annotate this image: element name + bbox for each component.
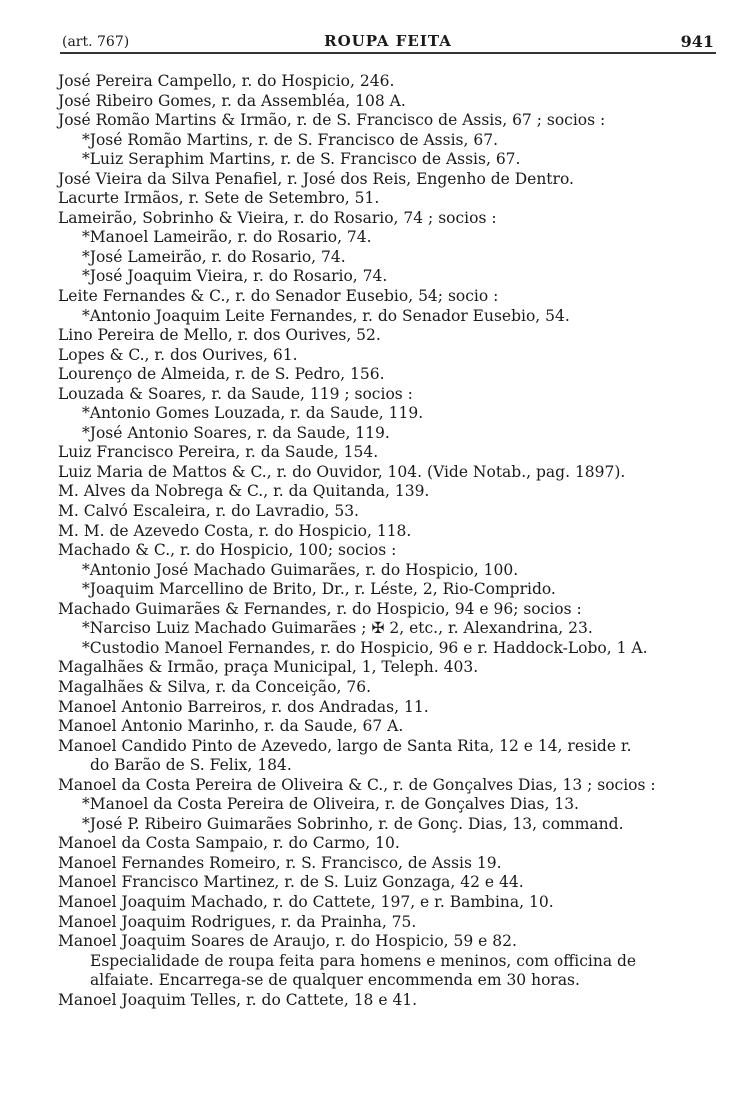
partner-line: *Antonio Joaquim Leite Fernandes, r. do Senador Eusebio, 54.	[82, 306, 570, 325]
entry-line: Manoel Fernandes Romeiro, r. S. Francisco, de Assis 19.	[58, 853, 502, 872]
page-title: ROUPA FEITA	[324, 32, 452, 50]
entry-line: Manoel Candido Pinto de Azevedo, largo de Santa Rita, 12 e 14, reside r.	[58, 736, 632, 755]
entry-line: Manoel Joaquim Machado, r. do Cattete, 197, e r. Bambina, 10.	[58, 892, 554, 911]
entry-line: José Vieira da Silva Penafiel, r. José dos Reis, Engenho de Dentro.	[58, 169, 574, 188]
entry-line: Manoel da Costa Pereira de Oliveira & C., r. de Gonçalves Dias, 13 ; socios :	[58, 775, 656, 794]
partner-line: *José Romão Martins, r. de S. Francisco de Assis, 67.	[82, 130, 499, 149]
entries-list	[0, 72, 736, 1010]
entry-line: Lourenço de Almeida, r. de S. Pedro, 156.	[58, 365, 385, 384]
entry-line: Luiz Francisco Pereira, r. da Saude, 154.	[58, 443, 379, 462]
entry-line: Luiz Maria de Mattos & C., r. do Ouvidor, 104. (Vide Notab., pag. 1897).	[58, 462, 626, 481]
page-header	[62, 30, 714, 52]
entry-line: Manoel da Costa Sampaio, r. do Carmo, 10.	[58, 834, 400, 853]
continuation-line: Especialidade de roupa feita para homens e meninos, com officina de	[90, 951, 637, 970]
partner-line: *Manoel da Costa Pereira de Oliveira, r. de Gonçalves Dias, 13.	[82, 795, 579, 814]
entry-line: Lacurte Irmãos, r. Sete de Setembro, 51.	[58, 189, 380, 208]
partner-line: *Manoel Lameirão, r. do Rosario, 74.	[82, 228, 372, 247]
entry-line: Lopes & C., r. dos Ourives, 61.	[58, 345, 298, 364]
partner-line: *José Lameirão, r. do Rosario, 74.	[82, 247, 346, 266]
partner-line: *Antonio Gomes Louzada, r. da Saude, 119.	[82, 404, 424, 423]
partner-line: *Custodio Manoel Fernandes, r. do Hospicio, 96 e r. Haddock-Lobo, 1 A.	[82, 638, 648, 657]
entry-line: Manoel Francisco Martinez, r. de S. Luiz Gonzaga, 42 e 44.	[58, 873, 524, 892]
entry-line: Louzada & Soares, r. da Saude, 119 ; socios :	[58, 384, 413, 403]
entry-line: M. Alves da Nobrega & C., r. da Quitanda, 139.	[58, 482, 430, 501]
continuation-line: alfaiate. Encarrega-se de qualquer encommenda em 30 horas.	[90, 971, 580, 990]
entry-line: Machado & C., r. do Hospicio, 100; socios :	[58, 541, 397, 560]
page-number: 941	[680, 32, 714, 51]
entry-line: Manoel Joaquim Soares de Araujo, r. do Hospicio, 59 e 82.	[58, 932, 517, 951]
entry-line: José Romão Martins & Irmão, r. de S. Francisco de Assis, 67 ; socios :	[58, 111, 606, 130]
partner-line: *Antonio José Machado Guimarães, r. do Hospicio, 100.	[82, 560, 519, 579]
partner-line: *José P. Ribeiro Guimarães Sobrinho, r. de Gonç. Dias, 13, command.	[82, 814, 624, 833]
entry-line: Manoel Joaquim Rodrigues, r. da Prainha, 75.	[58, 912, 417, 931]
entry-line: Manoel Antonio Barreiros, r. dos Andradas, 11.	[58, 697, 429, 716]
continuation-line: do Barão de S. Felix, 184.	[90, 756, 292, 775]
entry-line: M. Calvó Escaleira, r. do Lavradio, 53.	[58, 502, 359, 521]
entry-line: José Ribeiro Gomes, r. da Assembléa, 108 A.	[58, 91, 406, 110]
header-rule	[60, 52, 716, 54]
entry-line: Magalhães & Silva, r. da Conceição, 76.	[58, 677, 372, 696]
entry-line: Lino Pereira de Mello, r. dos Ourives, 52.	[58, 326, 381, 345]
partner-line: *José Antonio Soares, r. da Saude, 119.	[82, 423, 390, 442]
entry-line: Machado Guimarães & Fernandes, r. do Hospicio, 94 e 96; socios :	[58, 599, 582, 618]
entry-line: Manoel Joaquim Telles, r. do Cattete, 18 e 41.	[58, 990, 418, 1009]
partner-line: *Luiz Seraphim Martins, r. de S. Francisco de Assis, 67.	[82, 150, 521, 169]
entry-line: Manoel Antonio Marinho, r. da Saude, 67 A.	[58, 717, 404, 736]
partner-line: *Narciso Luiz Machado Guimarães ; ✠ 2, etc., r. Alexandrina, 23.	[82, 619, 593, 638]
article-reference: (art. 767)	[62, 34, 130, 50]
entry-line: José Pereira Campello, r. do Hospicio, 246.	[58, 72, 395, 90]
entry-line: Lameirão, Sobrinho & Vieira, r. do Rosario, 74 ; socios :	[58, 208, 497, 227]
partner-line: *José Joaquim Vieira, r. do Rosario, 74.	[82, 267, 388, 286]
entry-line: Leite Fernandes & C., r. do Senador Eusebio, 54; socio :	[58, 287, 499, 306]
partner-line: *Joaquim Marcellino de Brito, Dr., r. Léste, 2, Rio-Comprido.	[82, 580, 556, 599]
entry-line: Magalhães & Irmão, praça Municipal, 1, Teleph. 403.	[58, 658, 479, 677]
entry-line: M. M. de Azevedo Costa, r. do Hospicio, 118.	[58, 521, 412, 540]
